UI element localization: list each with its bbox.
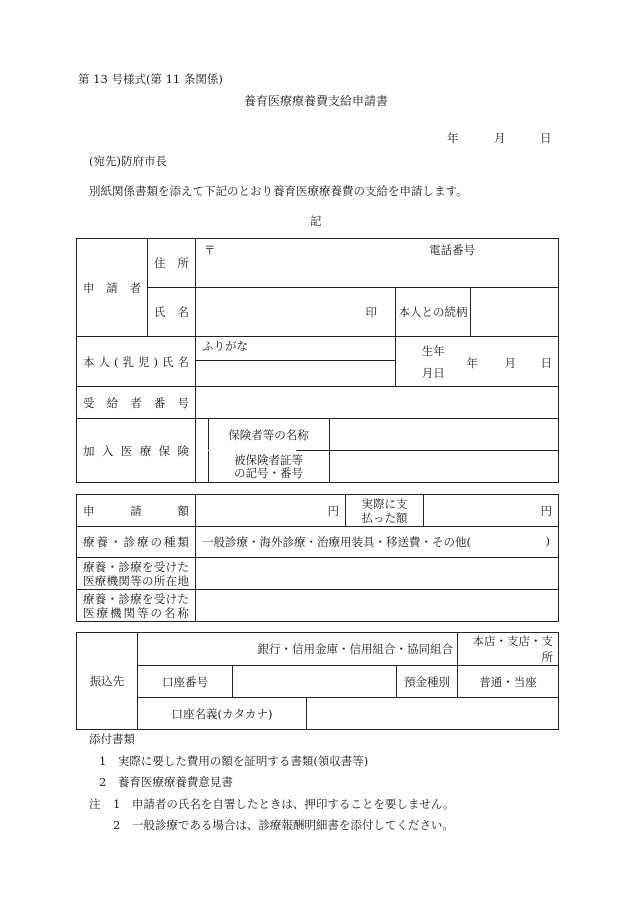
date-month-label: 月: [494, 131, 506, 145]
form-title: 養育医療療養費支給申請書: [244, 94, 389, 108]
applicant-label: 申 請 者: [77, 239, 148, 337]
birthdate-field[interactable]: [466, 337, 559, 387]
birth-month-label: 月: [504, 355, 516, 370]
birthdate-label-line1: 生年: [421, 343, 445, 358]
institution-name-line2: 医療機関等の名称: [83, 605, 189, 620]
attachments-heading: 添付書類: [89, 732, 135, 746]
postal-mark: 〒: [204, 243, 216, 257]
seal-label: 印: [365, 305, 377, 319]
relationship-label: 本人との続柄: [396, 288, 471, 337]
institution-name-field[interactable]: [196, 590, 559, 622]
yen-label-1: 円: [327, 503, 339, 518]
institution-address-field[interactable]: [196, 558, 559, 590]
insurer-name-field[interactable]: [330, 419, 559, 450]
name-label: 氏 名: [148, 288, 196, 337]
attachment-item-2: 2 養育医療療養費意見書: [99, 775, 233, 789]
branch-field[interactable]: [458, 633, 559, 666]
infant-name-label: 本人(乳児)氏名: [77, 337, 196, 387]
insured-card-row: [234, 451, 559, 483]
account-holder-row: [138, 698, 559, 730]
institution-name-label: [77, 590, 196, 622]
bank-table: [76, 632, 559, 730]
relationship-field[interactable]: [471, 288, 559, 337]
intro-text: 別紙関係書類を添えて下記のとおり養育医療療養費の支給を申請します。: [89, 184, 468, 198]
institution-name-line1: 療養・診療を受けた: [83, 591, 189, 606]
paid-amount-label: [346, 495, 424, 527]
account-holder-field[interactable]: [307, 698, 558, 729]
account-holder-label: 口座名義(カタカナ): [138, 698, 307, 729]
addressee: (宛先)防府市長: [89, 154, 167, 168]
account-number-label: 口座番号: [138, 666, 233, 698]
insurance-label: 加入医療保険: [77, 419, 196, 483]
furigana-field[interactable]: [196, 337, 396, 361]
care-type-label: 療養・診療の種類: [77, 527, 196, 558]
claim-amount-label: 申 請 額: [77, 495, 196, 527]
claim-table: [76, 494, 559, 622]
care-type-field[interactable]: [196, 527, 559, 558]
insurer-name-row: [228, 419, 559, 451]
notes-label: 注: [89, 797, 101, 811]
care-type-options: 一般診療・海外診療・治療用装具・移送費・その他(: [202, 535, 471, 549]
attachment-item-1: 1 実際に要した費用の額を証明する書類(領収書等): [99, 754, 369, 768]
address-label: 住 所: [148, 239, 196, 288]
institution-address-label: [77, 558, 196, 590]
paid-amount-line1: 実際に支: [361, 496, 408, 511]
insured-card-line2: の記号・番号: [234, 465, 303, 480]
furigana-label: ふりがな: [202, 339, 248, 353]
birthdate-label-line2: 月日: [421, 365, 445, 380]
insured-card-field[interactable]: [330, 451, 559, 482]
yen-label-2: 円: [540, 503, 552, 518]
birth-year-label: 年: [466, 355, 478, 370]
institution-address-line1: 療養・診療を受けた: [83, 559, 189, 574]
account-number-field[interactable]: [233, 666, 397, 697]
bank-name-field[interactable]: [138, 633, 458, 666]
ki-label: 記: [310, 214, 322, 228]
birth-day-label: 日: [540, 355, 552, 370]
note-item-2: 2 一般診療である場合は、診療報酬明細書を添付してください。: [113, 818, 454, 832]
applicant-table: [76, 238, 559, 483]
insured-card-label: [208, 451, 330, 482]
note-item-1: 1 申請者の氏名を自署したときは、押印することを要しません。: [113, 797, 455, 811]
form-number: 第 13 号様式(第 11 条関係): [78, 72, 223, 86]
birthdate-label: [396, 337, 471, 387]
phone-label: 電話番号: [429, 243, 476, 257]
institution-address-line2: 医療機関等の所在地: [83, 573, 189, 588]
deposit-type-field[interactable]: [458, 666, 559, 698]
insured-card-line1: 被保険者証等: [234, 452, 303, 467]
transfer-to-label: 振込先: [77, 633, 138, 730]
paid-amount-line2: 払った額: [361, 510, 408, 525]
date-day-label: 日: [540, 131, 552, 145]
insurer-name-label: 保険者等の名称: [208, 419, 330, 450]
deposit-type-label: 預金種別: [404, 674, 451, 689]
account-number-row: [233, 666, 458, 698]
recipient-number-field[interactable]: [196, 387, 559, 419]
deposit-options-label: 普通・当座: [479, 674, 537, 689]
address-field[interactable]: [196, 239, 559, 288]
claim-amount-field[interactable]: [196, 495, 346, 527]
date-year-label: 年: [447, 131, 459, 145]
bank-types-label: 銀行・信用金庫・信用組合・協同組合: [257, 642, 454, 656]
paid-amount-field[interactable]: [424, 495, 559, 527]
infant-name-field[interactable]: [196, 361, 396, 387]
branch-types-label: 本店・支店・支所: [472, 634, 554, 664]
care-type-close: ): [545, 534, 550, 548]
recipient-number-label: 受給者番号: [77, 387, 196, 419]
applicant-name-field[interactable]: [196, 288, 396, 337]
